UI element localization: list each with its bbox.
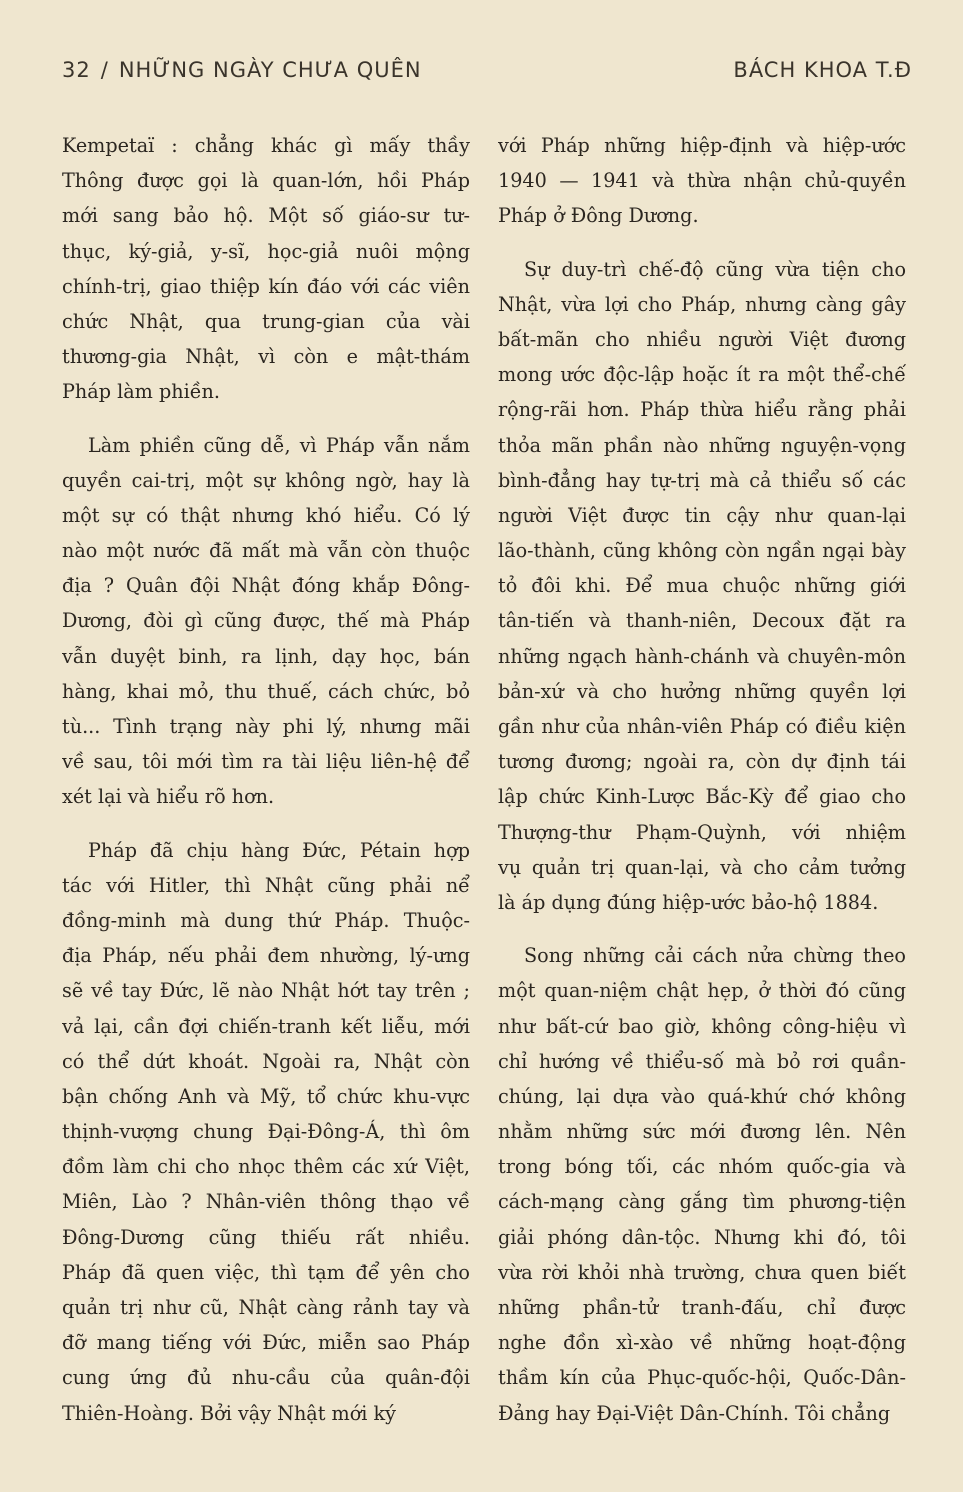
text-line: tương đương; ngoài ra, còn dự định tái [498,750,906,774]
text-line: chức Nhật, qua trung-gian của vài [62,309,470,333]
text-line: nào một nước đã mất mà vẫn còn thuộc [62,539,470,563]
text-line: thầm kín của Phục-quốc-hội, Quốc-Dân- [498,1366,906,1390]
text-line: cách-mạng càng gắng tìm phương-tiện [498,1190,906,1214]
text-line: cung ứng đủ nhu-cầu của quân-đội [62,1366,470,1390]
text-line: Nhật, vừa lợi cho Pháp, nhưng càng gây [498,292,906,316]
text-line: Làm phiền cũng dễ, vì Pháp vẫn nắm [88,433,470,457]
text-line: Kempetaï : chẳng khác gì mấy thầy [62,134,470,157]
text-line: thỏa mãn phần nào những nguyện-vọng [498,433,906,457]
text-line: trong bóng tối, các nhóm quốc-gia và [498,1155,906,1179]
text-line: vẫn duyệt binh, ra lịnh, dạy học, bán [62,644,470,668]
text-line: thục, ký-giả, y-sĩ, học-giả nuôi mộng [62,239,470,263]
text-line: giải phóng dân-tộc. Nhưng khi đó, tôi [498,1225,906,1249]
header-separator: / [100,58,109,82]
paragraph [498,252,906,921]
text-line: Thượng-thư Phạm-Quỳnh, với nhiệm [498,820,906,844]
left-column [62,128,470,1449]
text-line: thịnh-vượng chung Đại-Đông-Á, thì ôm [62,1120,470,1144]
text-line: Pháp làm phiền. [62,380,220,404]
text-line: xét lại và hiểu rõ hơn. [62,785,275,809]
text-line: vả lại, cần đợi chiến-tranh kết liễu, mới [62,1014,470,1038]
text-line: vụ quản trị quan-lại, và cho cảm tưởng [498,855,906,879]
text-line: những ngạch hành-chánh và chuyên-môn [498,644,906,668]
text-line: một sự có thật nhưng khó hiểu. Có lý [62,503,470,527]
text-line: Miên, Lào ? Nhân-viên thông thạo về [62,1190,470,1214]
text-line: tân-tiến và thanh-niên, Decoux đặt ra [498,609,906,633]
text-line: quản trị như cũ, Nhật càng rảnh tay và [62,1296,470,1319]
text-line: một quan-niệm chật hẹp, ở thời đó cũng [498,979,906,1003]
text-line: đồng-minh mà dung thứ Pháp. Thuộc- [62,908,470,932]
text-line: mong ước độc-lập hoặc ít ra một thể-chế [498,363,906,387]
text-line: đồm làm chi cho nhọc thêm các xứ Việt, [62,1155,470,1179]
text-line: Thiên-Hoàng. Bởi vậy Nhật mới ký [62,1401,397,1425]
text-line: Song những cải cách nửa chừng theo [524,944,906,968]
text-line: 1940 — 1941 và thừa nhận chủ-quyền [498,169,906,193]
paragraph [498,128,906,234]
section-title: NHỮNG NGÀY CHƯA QUÊN [118,58,422,82]
text-line: gần như của nhân-viên Pháp có điều kiện [498,715,906,738]
text-line: Pháp ở Đông Dương. [498,204,699,228]
text-line: lập chức Kinh-Lược Bắc-Kỳ để giao cho [498,785,906,809]
text-line: Sự duy-trì chế-độ cũng vừa tiện cho [524,257,906,281]
text-line: về sau, tôi mới tìm ra tài liệu liên-hệ để [62,750,470,774]
paragraph [498,938,906,1431]
text-line: tù... Tình trạng này phi lý, nhưng mãi [62,715,470,738]
text-line: bản-xứ và cho hưởng những quyền lợi [498,679,906,703]
text-line: sẽ về tay Đức, lẽ nào Nhật hớt tay trên ; [62,979,470,1003]
text-line: Pháp đã chịu hàng Đức, Pétain hợp [88,838,470,862]
paragraph [62,428,470,815]
text-line: rộng-rãi hơn. Pháp thừa hiểu rằng phải [498,398,906,422]
text-line: nghe đồn xì-xào về những hoạt-động [498,1331,906,1355]
text-line: địa ? Quân đội Nhật đóng khắp Đông- [62,574,470,598]
text-line: là áp dụng đúng hiệp-ước bảo-hộ 1884. [498,890,879,914]
text-line: người Việt được tin cậy như quan-lại [498,503,906,527]
text-line: chính-trị, giao thiệp kín đáo với các viên [62,274,470,298]
text-line: mới sang bảo hộ. Một số giáo-sư tư- [62,204,470,228]
text-line: địa Pháp, nếu phải đem nhường, lý-ưng [62,944,470,968]
page-number: 32 [62,58,91,82]
text-line: hàng, khai mỏ, thu thuế, cách chức, bỏ [62,679,470,703]
text-line: Pháp đã quen việc, thì tạm để yên cho [62,1260,470,1284]
text-line: Đảng hay Đại-Việt Dân-Chính. Tôi chẳng [498,1401,891,1425]
header-left [62,58,422,82]
text-line: nhằm những sức mới đương lên. Nên [498,1120,906,1144]
text-line: Đông-Dương cũng thiếu rất nhiều. [62,1225,470,1249]
paragraph [62,128,470,410]
text-line: những phần-tử tranh-đấu, chỉ được [498,1296,906,1319]
text-line: thương-gia Nhật, vì còn e mật-thám [62,345,470,369]
text-line: vừa rời khỏi nhà trường, chưa quen biết [498,1260,906,1284]
text-line: chỉ hướng về thiểu-số mà bỏ rơi quần- [498,1049,906,1073]
text-line: Dương, đòi gì cũng được, thế mà Pháp [62,609,470,633]
page-header [62,58,912,92]
text-line: quyền cai-trị, một sự không ngờ, hay là [62,468,470,492]
text-line: tỏ đôi khi. Để mua chuộc những giới [498,574,906,598]
right-column [498,128,906,1449]
text-line: chúng, lại dựa vào quá-khứ chớ không [498,1084,906,1108]
text-line: như bất-cứ bao giờ, không công-hiệu vì [498,1014,906,1038]
text-line: bất-mãn cho nhiều người Việt đương [498,327,906,351]
text-line: bình-đẳng hay tự-trị mà cả thiểu số các [498,468,906,492]
text-line: có thể dứt khoát. Ngoài ra, Nhật còn [62,1049,470,1073]
text-line: lão-thành, cũng không còn ngần ngại bày [498,539,906,563]
text-line: đỡ mang tiếng với Đức, miễn sao Pháp [62,1331,470,1355]
publication-name: BÁCH KHOA T.Đ [733,58,912,82]
text-line: tác với Hitler, thì Nhật cũng phải nể [62,873,470,897]
text-line: Thông được gọi là quan-lớn, hồi Pháp [62,169,470,193]
text-line: với Pháp những hiệp-định và hiệp-ước [498,134,906,157]
paragraph [62,833,470,1431]
text-line: bận chống Anh và Mỹ, tổ chức khu-vực [62,1084,470,1108]
